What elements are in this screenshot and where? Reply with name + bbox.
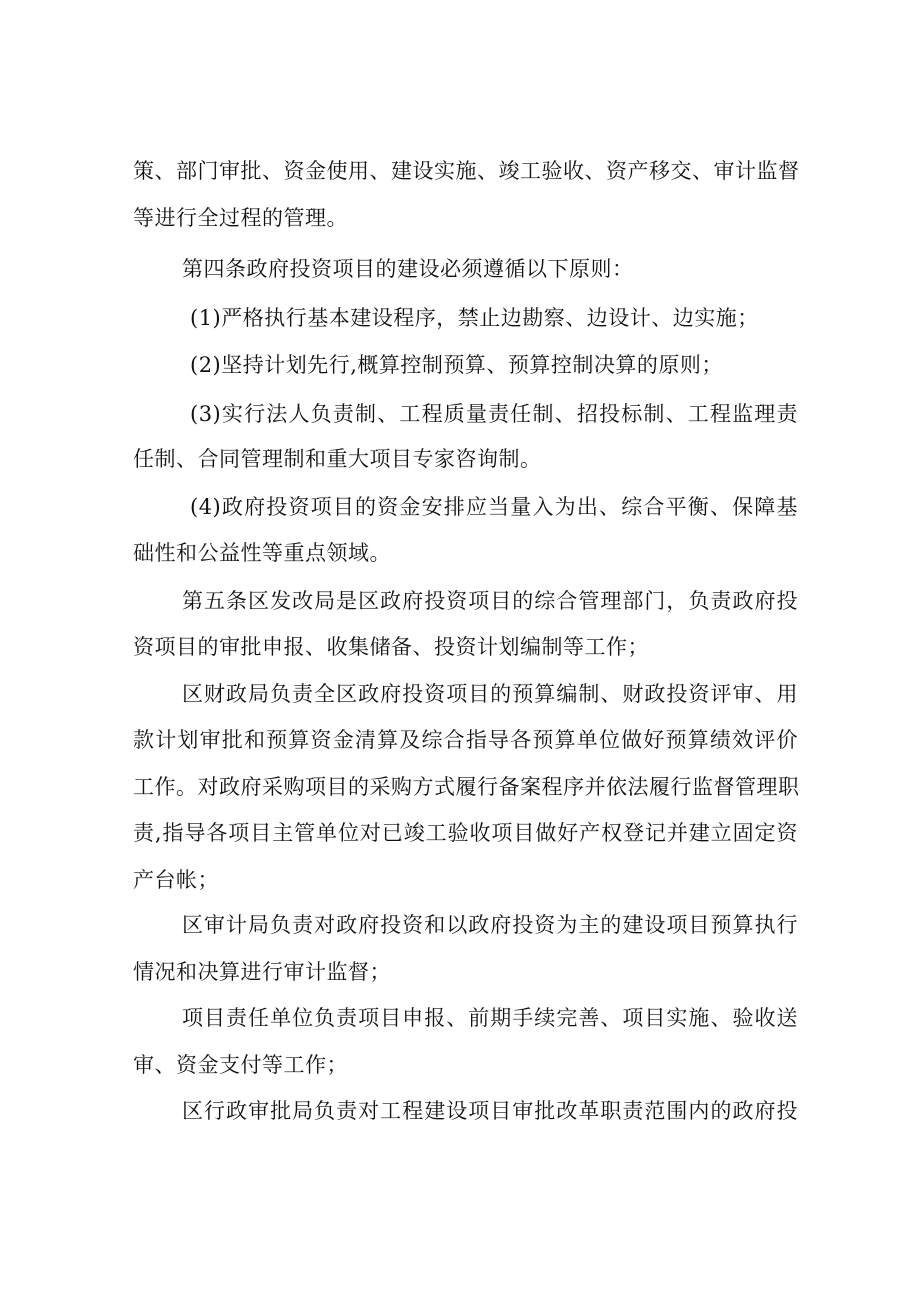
text-line-19: 项目责任单位负责项目申报、前期手续完善、项目实施、验收送 [182, 1006, 798, 1030]
text-line-15: 责,指导各项目主管单位对已竣工验收项目做好产权登记并建立固定资 [133, 821, 798, 845]
text-line-5: (2)坚持计划先行,概算控制预算、预算控制决算的原则； [190, 353, 723, 377]
text-line-4: (1)严格执行基本建设程序，禁止边勘察、边设计、边实施； [190, 306, 759, 330]
text-line-21: 区行政审批局负责对工程建设项目审批改革职责范围内的政府投 [182, 1099, 798, 1123]
text-line-17: 区审计局负责对政府投资和以政府投资为主的建设项目预算执行 [182, 913, 798, 937]
text-line-1: 策、部门审批、资金使用、建设实施、竣工验收、资产移交、审计监督 [133, 159, 800, 183]
text-line-2: 等进行全过程的管理。 [133, 206, 348, 230]
text-line-7: 任制、合同管理制和重大项目专家咨询制。 [133, 447, 542, 471]
text-line-6: (3)实行法人负责制、工程质量责任制、招投标制、工程监理责 [190, 402, 798, 426]
text-line-16: 产台帐； [133, 868, 219, 892]
text-line-18: 情况和决算进行审计监督； [133, 960, 391, 984]
text-line-20: 审、资金支付等工作； [133, 1053, 348, 1077]
text-line-9: 础性和公益性等重点领域。 [133, 541, 391, 565]
text-line-14: 工作。对政府采购项目的采购方式履行备案程序并依法履行监督管理职 [133, 775, 800, 799]
text-line-10: 第五条区发改局是区政府投资项目的综合管理部门，负责政府投 [182, 589, 798, 613]
text-line-8: (4)政府投资项目的资金安排应当量入为出、综合平衡、保障基 [190, 495, 798, 519]
text-line-3: 第四条政府投资项目的建设必须遵循以下原则： [182, 257, 634, 281]
text-line-12: 区财政局负责全区政府投资项目的预算编制、财政投资评审、用 [182, 682, 798, 706]
text-line-13: 款计划审批和预算资金清算及综合指导各预算单位做好预算绩效评价 [133, 728, 798, 752]
text-line-11: 资项目的审批申报、收集储备、投资计划编制等工作； [133, 635, 649, 659]
